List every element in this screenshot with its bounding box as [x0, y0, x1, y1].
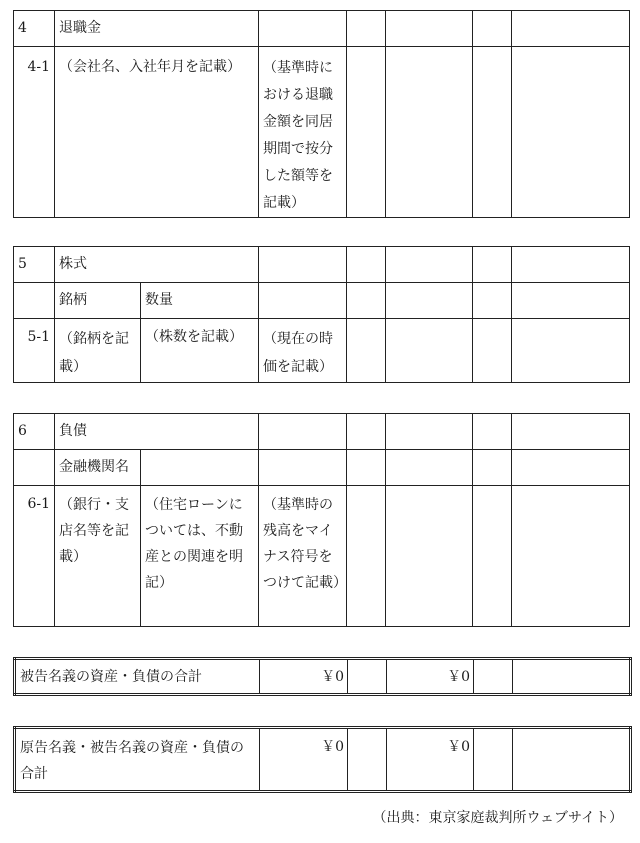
total-value-1: ￥0 [260, 728, 348, 792]
section-number: 5 [14, 247, 55, 283]
stocks-table [13, 246, 630, 383]
row-note: （基準時の残高をマイナス符号をつけて記載） [259, 486, 347, 627]
column-header-quantity: 数量 [141, 283, 259, 319]
row-note: （現在の時価を記載） [259, 319, 347, 383]
section-title: 負債 [55, 414, 259, 450]
total-value-2: ￥0 [387, 728, 474, 792]
row-number: 5-1 [14, 319, 55, 383]
row-remarks: （住宅ローンについては、不動産との関連を明記） [141, 486, 259, 627]
total-label: 被告名義の資産・負債の合計 [15, 659, 260, 695]
combined-total-table [13, 726, 632, 793]
row-note: （基準時における退職金額を同居期間で按分した額等を記載） [259, 47, 347, 218]
row-name: （銘柄を記載） [55, 319, 141, 383]
section-number: 6 [14, 414, 55, 450]
column-header-institution: 金融機関名 [55, 450, 141, 486]
row-quantity: （株数を記載） [141, 319, 259, 383]
section-number: 4 [14, 11, 55, 47]
retirement-table [13, 10, 630, 218]
section-title: 退職金 [55, 11, 259, 47]
column-header-name: 銘柄 [55, 283, 141, 319]
liabilities-table [13, 413, 630, 627]
total-value-1: ￥0 [260, 659, 348, 695]
row-description: （会社名、入社年月を記載） [55, 47, 259, 218]
row-number: 6-1 [14, 486, 55, 627]
defendant-total-table [13, 657, 632, 696]
total-value-2: ￥0 [387, 659, 474, 695]
section-title: 株式 [55, 247, 259, 283]
row-institution: （銀行・支店名等を記載） [55, 486, 141, 627]
total-label: 原告名義・被告名義の資産・負債の合計 [15, 728, 260, 792]
source-caption: （出典：東京家庭裁判所ウェブサイト） [372, 810, 623, 826]
row-number: 4-1 [14, 47, 55, 218]
